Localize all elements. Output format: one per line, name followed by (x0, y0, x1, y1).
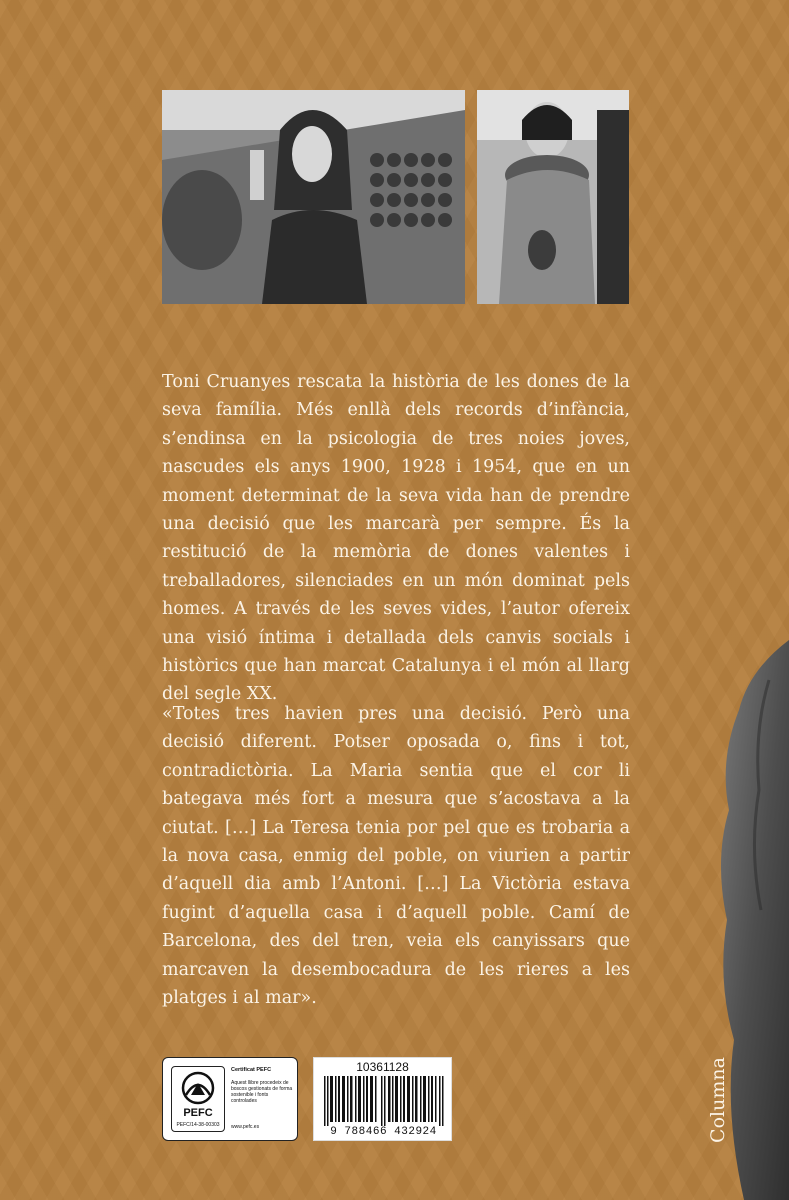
reference-number: 10361128 (356, 1060, 409, 1074)
pefc-text: Aquest llibre procedeix de boscos gestionats de forma sostenible i fonts controlades (231, 1080, 293, 1104)
barcode-label (313, 1057, 452, 1141)
barcode-icon (324, 1076, 444, 1126)
photo-older-woman (477, 90, 629, 304)
pefc-logo (171, 1066, 225, 1132)
pefc-code: PEFC/14-38-00303 (176, 1122, 220, 1128)
pefc-certification-label (162, 1057, 298, 1141)
book-description: Toni Cruanyes rescata la història de les dones de la seva família. Més enllà dels records d’infància, s’endinsa en la psicologia de tres noies joves, nascudes els anys 1900, 1928 i 1954, que en un moment determinat de la seva vida han de prendre una decisió que les marcarà per sempre. És la restitució de la memòria de dones valentes i treballadores, silenciades en un món dominat pels homes. A través de les seves vides, l’autor ofereix una visió íntima i detallada dels canvis socials i històrics que han marcat Catalunya i el món al llarg del segle XX. (162, 372, 630, 705)
publisher-logo: Columna (707, 1057, 729, 1143)
book-excerpt-quote: «Totes tres havien pres una decisió. Però una decisió diferent. Potser oposada o, fins i tot, contradictòria. La Maria sentia que el cor li bategava més fort a mesura que s’acostava a la ciutat. […] La Teresa tenia por pel que es trobaria a la nova casa, enmig del poble, on viurien a partir d’aquell dia amb l’Antoni. […] La Victòria estava fugint d’aquella casa i d’aquell poble. Camí de Barcelona, des del tren, veia els canyissars que marcaven la desembocadura de les rieres a les platges i al mar». (162, 704, 630, 1009)
tree-icon (178, 1071, 218, 1105)
photo-older-woman-image (477, 90, 629, 304)
pefc-website: www.pefc.es (231, 1124, 260, 1130)
photo-young-woman-image (162, 90, 465, 304)
isbn-number: 9 788466 432924 (330, 1126, 437, 1138)
pefc-title: Certificat PEFC (231, 1067, 272, 1073)
photo-young-woman (162, 90, 465, 304)
pefc-name: PEFC (183, 1107, 213, 1119)
